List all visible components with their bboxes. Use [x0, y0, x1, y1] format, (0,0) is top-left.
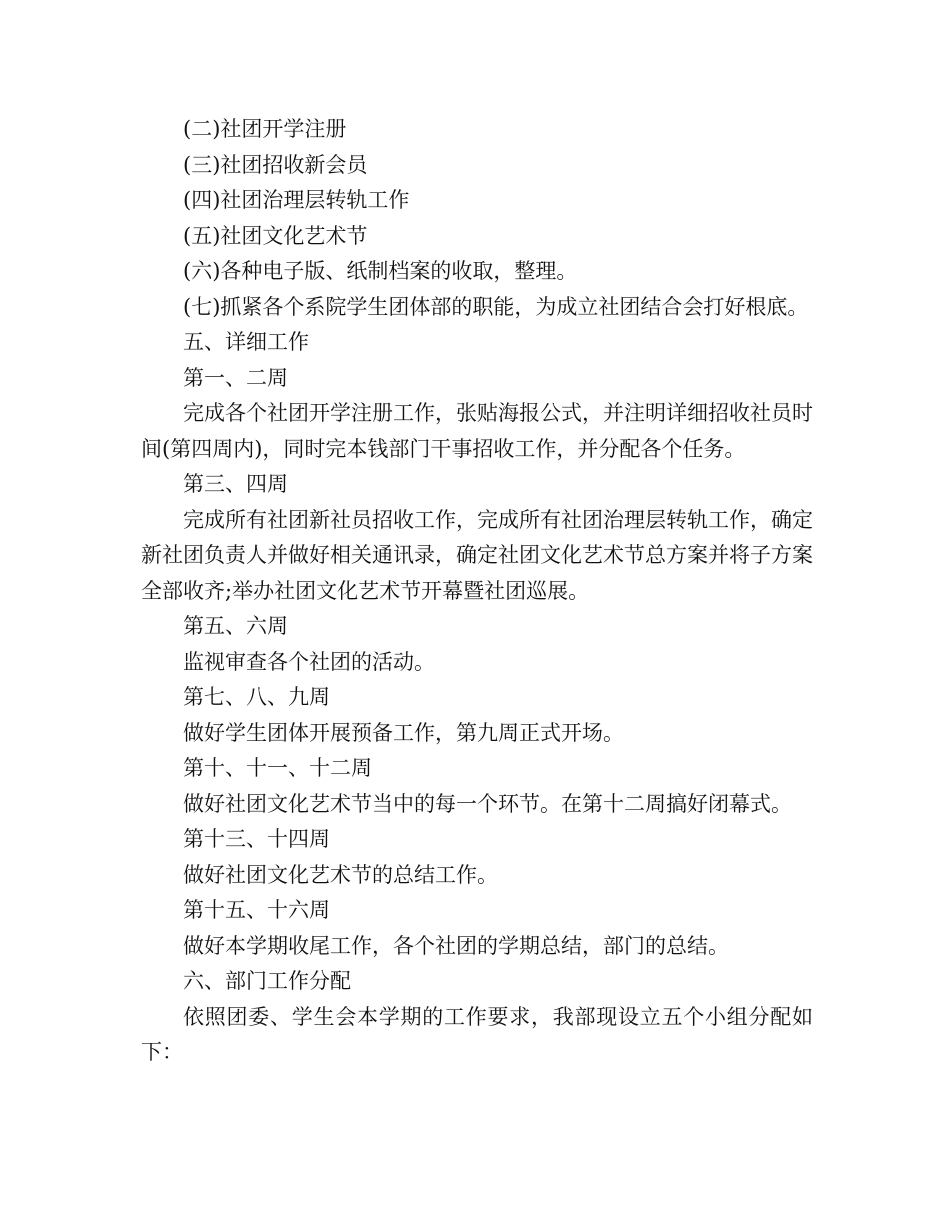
week-heading-15-16: 第十五、十六周	[183, 898, 330, 922]
week-heading-1-2: 第一、二周	[183, 365, 288, 390]
week-heading-5-6: 第五、六周	[183, 614, 288, 638]
week-body-3-4: 完成所有社团新社员招收工作，完成所有社团治理层转轨工作，确定新社团负责人并做好相关通讯录，确定社团文化艺术节总方案并将子方案全部收齐;举办社团文化艺术节开幕暨社团巡展。	[141, 507, 813, 603]
list-item-student-groups: (七)抓紧各个系院学生团体部的职能，为成立社团结合会打好根底。	[183, 294, 809, 319]
list-item-archives: (六)各种电子版、纸制档案的收取，整理。	[183, 259, 578, 283]
section-heading-detailed-work: 五、详细工作	[183, 330, 309, 354]
document-body	[141, 112, 813, 1071]
week-body-10-12: 做好社团文化艺术节当中的每一个环节。在第十二周搞好闭幕式。	[183, 791, 792, 816]
list-item-management-transition: (四)社团治理层转轨工作	[183, 188, 410, 212]
list-item-recruit-members: (三)社团招收新会员	[183, 152, 368, 177]
week-heading-3-4: 第三、四周	[183, 472, 288, 496]
section-heading-work-allocation: 六、部门工作分配	[183, 969, 351, 993]
week-heading-7-9: 第七、八、九周	[183, 685, 330, 709]
week-body-7-9: 做好学生团体开展预备工作，第九周正式开场。	[183, 720, 624, 745]
week-heading-13-14: 第十三、十四周	[183, 827, 330, 851]
list-item-registration: (二)社团开学注册	[183, 117, 347, 141]
week-body-5-6: 监视审查各个社团的活动。	[183, 649, 435, 674]
week-heading-10-12: 第十、十一、十二周	[183, 756, 372, 780]
work-allocation-body: 依照团委、学生会本学期的工作要求，我部现设立五个小组分配如下：	[141, 1004, 813, 1064]
week-body-13-14: 做好社团文化艺术节的总结工作。	[183, 862, 498, 887]
list-item-arts-festival: (五)社团文化艺术节	[183, 223, 368, 248]
week-body-1-2: 完成各个社团开学注册工作，张贴海报公式，并注明详细招收社员时间(第四周内)，同时完本钱部门干事招收工作，并分配各个任务。	[141, 401, 813, 461]
week-body-15-16: 做好本学期收尾工作，各个社团的学期总结，部门的总结。	[183, 933, 729, 958]
